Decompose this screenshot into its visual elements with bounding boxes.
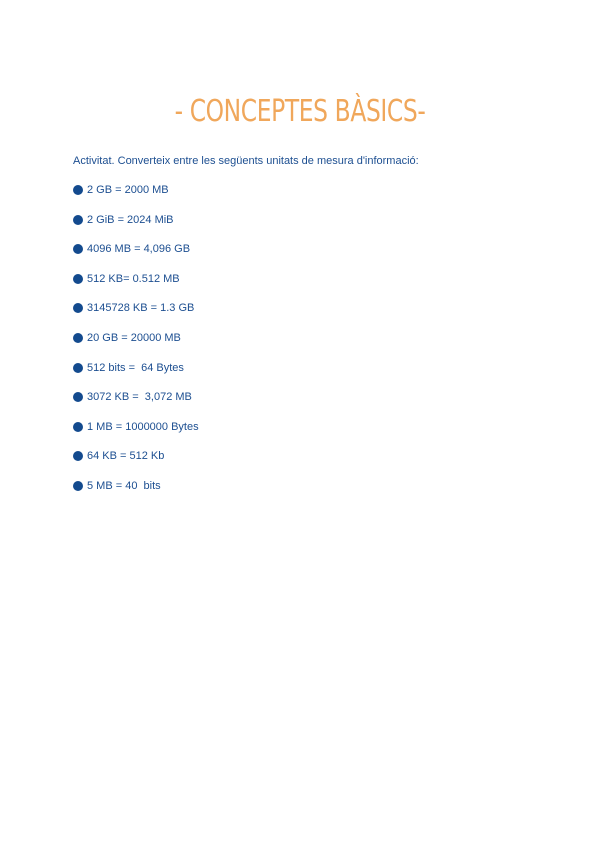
list-item <box>73 212 199 242</box>
conversion-text: 2 GB = 2000 MB <box>87 184 169 196</box>
bullet-icon <box>73 392 83 402</box>
page-title: - CONCEPTES BÀSICS- <box>174 94 426 129</box>
bullet-icon <box>73 481 83 491</box>
conversion-text: 64 KB = 512 Kb <box>87 450 165 463</box>
conversion-list <box>73 182 199 508</box>
activity-instructions: Activitat. Converteix entre les següents unitats de mesura d'informació: <box>73 155 419 167</box>
bullet-icon <box>73 274 83 284</box>
conversion-text: 20 GB = 20000 MB <box>87 331 181 344</box>
conversion-text: 512 bits = 64 Bytes <box>87 361 184 374</box>
list-item <box>73 389 199 419</box>
conversion-text: 3072 KB = 3,072 MB <box>87 391 192 404</box>
bullet-icon <box>73 422 83 432</box>
bullet-icon <box>73 451 83 461</box>
list-item <box>73 478 199 508</box>
conversion-text: 512 KB= 0.512 MB <box>87 272 180 285</box>
conversion-text: 1 MB = 1000000 Bytes <box>87 420 199 433</box>
bullet-icon <box>73 333 83 343</box>
conversion-text: 3145728 KB = 1.3 GB <box>87 302 195 315</box>
bullet-icon <box>73 363 83 373</box>
list-item <box>73 241 199 271</box>
bullet-icon <box>73 185 83 195</box>
conversion-text: 4096 MB = 4,096 GB <box>87 243 191 256</box>
bullet-icon <box>73 303 83 313</box>
list-item <box>73 182 199 212</box>
list-item <box>73 448 199 478</box>
list-item <box>73 271 199 301</box>
bullet-icon <box>73 244 83 254</box>
conversion-text: 5 MB = 40 bits <box>87 479 161 492</box>
list-item <box>73 419 199 449</box>
list-item <box>73 300 199 330</box>
conversion-text: 2 GiB = 2024 MiB <box>87 213 174 226</box>
list-item <box>73 330 199 360</box>
bullet-icon <box>73 215 83 225</box>
list-item <box>73 360 199 390</box>
